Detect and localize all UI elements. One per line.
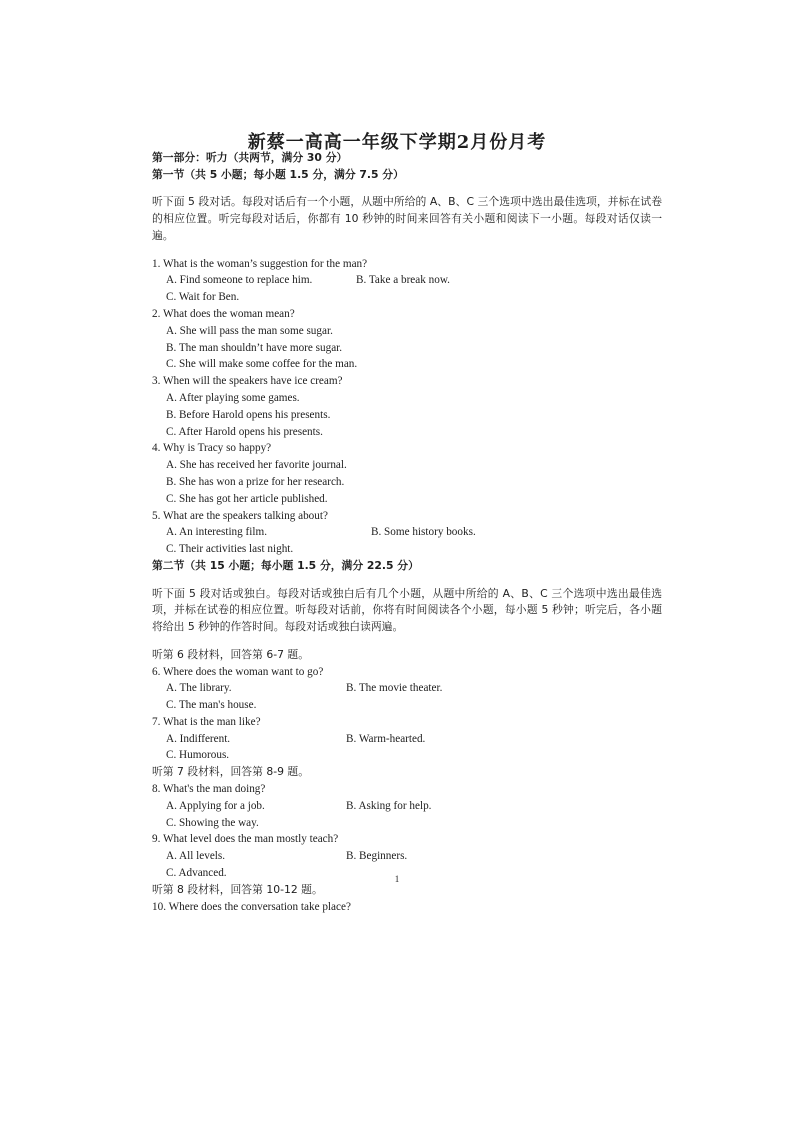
option-9a: A. All levels. xyxy=(166,850,226,863)
option-3b: B. Before Harold opens his presents. xyxy=(166,408,331,421)
section-two-instruction: 听下面 5 段对话或独白。每段对话或独白后有几个小题，从题中所给的 A、B、C 三个选项中选出最佳选项，并标在试卷的相应位置。听每段对话前，你将有时间阅读各个小题，每小题 5 秒钟；听完后，各小题将给出 5 秒钟的作答时间。每段对话或独白读两遍。 xyxy=(152,586,662,634)
option-3c: C. After Harold opens his presents. xyxy=(166,425,323,438)
option-9c: C. Advanced. xyxy=(166,867,227,880)
option-2a: A. She will pass the man some sugar. xyxy=(166,324,333,337)
option-1b: B. Take a break now. xyxy=(356,274,450,287)
question-9: 9. What level does the man mostly teach? xyxy=(152,833,339,846)
option-6c: C. The man's house. xyxy=(166,699,257,712)
material-8-heading: 听第 8 段材料，回答第 10-12 题。 xyxy=(152,882,323,896)
question-5-options-row xyxy=(152,524,662,541)
option-8c: C. Showing the way. xyxy=(166,816,259,829)
question-2: 2. What does the woman mean? xyxy=(152,307,295,320)
option-7b: B. Warm-hearted. xyxy=(346,732,426,745)
question-5: 5. What are the speakers talking about? xyxy=(152,509,328,522)
question-9-options-row xyxy=(152,848,662,865)
question-1-options-row xyxy=(152,272,662,289)
option-9b: B. Beginners. xyxy=(346,850,408,863)
question-1: 1. What is the woman’s suggestion for the man? xyxy=(152,257,368,270)
option-4a: A. She has received her favorite journal. xyxy=(166,459,347,472)
material-7-heading: 听第 7 段材料，回答第 8-9 题。 xyxy=(152,765,309,779)
option-2b: B. The man shouldn’t have more sugar. xyxy=(166,341,343,354)
question-7: 7. What is the man like? xyxy=(152,715,261,728)
section-two-heading: 第二节（共 15 小题；每小题 1.5 分，满分 22.5 分） xyxy=(152,558,419,572)
option-4b: B. She has won a prize for her research. xyxy=(166,475,345,488)
option-5b: B. Some history books. xyxy=(371,526,476,539)
option-1c: C. Wait for Ben. xyxy=(166,291,240,304)
part-one-heading: 第一部分：听力（共两节，满分 30 分） xyxy=(152,151,348,164)
material-6-heading: 听第 6 段材料，回答第 6-7 题。 xyxy=(152,647,309,661)
option-8a: A. Applying for a job. xyxy=(166,799,265,812)
option-6a: A. The library. xyxy=(166,682,232,695)
question-10: 10. Where does the conversation take place? xyxy=(152,900,351,913)
question-6: 6. Where does the woman want to go? xyxy=(152,665,324,678)
section-one-instruction: 听下面 5 段对话。每段对话后有一个小题，从题中所给的 A、B、C 三个选项中选出最佳选项，并标在试卷的相应位置。听完每段对话后，你都有 10 秒钟的时间来回答有关小题和阅读下一小题。每段对话仅读一遍。 xyxy=(152,195,662,242)
page-number: 1 xyxy=(394,874,400,884)
option-7c: C. Humorous. xyxy=(166,749,230,762)
question-3: 3. When will the speakers have ice cream? xyxy=(152,375,343,388)
option-7a: A. Indifferent. xyxy=(166,732,231,745)
question-6-options-row xyxy=(152,680,662,697)
option-4c: C. She has got her article published. xyxy=(166,492,328,505)
option-1a: A. Find someone to replace him. xyxy=(166,274,313,287)
question-7-options-row xyxy=(152,731,662,748)
option-8b: B. Asking for help. xyxy=(346,799,432,812)
option-5c: C. Their activities last night. xyxy=(166,543,294,556)
question-8-options-row xyxy=(152,798,662,815)
option-2c: C. She will make some coffee for the man. xyxy=(166,358,358,371)
option-3a: A. After playing some games. xyxy=(166,391,300,404)
question-8: 8. What's the man doing? xyxy=(152,783,266,796)
exam-content xyxy=(152,150,662,915)
option-5a: A. An interesting film. xyxy=(166,526,267,539)
section-one-heading: 第一节（共 5 小题；每小题 1.5 分，满分 7.5 分） xyxy=(152,167,404,181)
option-6b: B. The movie theater. xyxy=(346,682,443,695)
question-4: 4. Why is Tracy so happy? xyxy=(152,442,272,455)
exam-title: 新蔡一高高一年级下学期2月份月考 xyxy=(247,132,547,153)
